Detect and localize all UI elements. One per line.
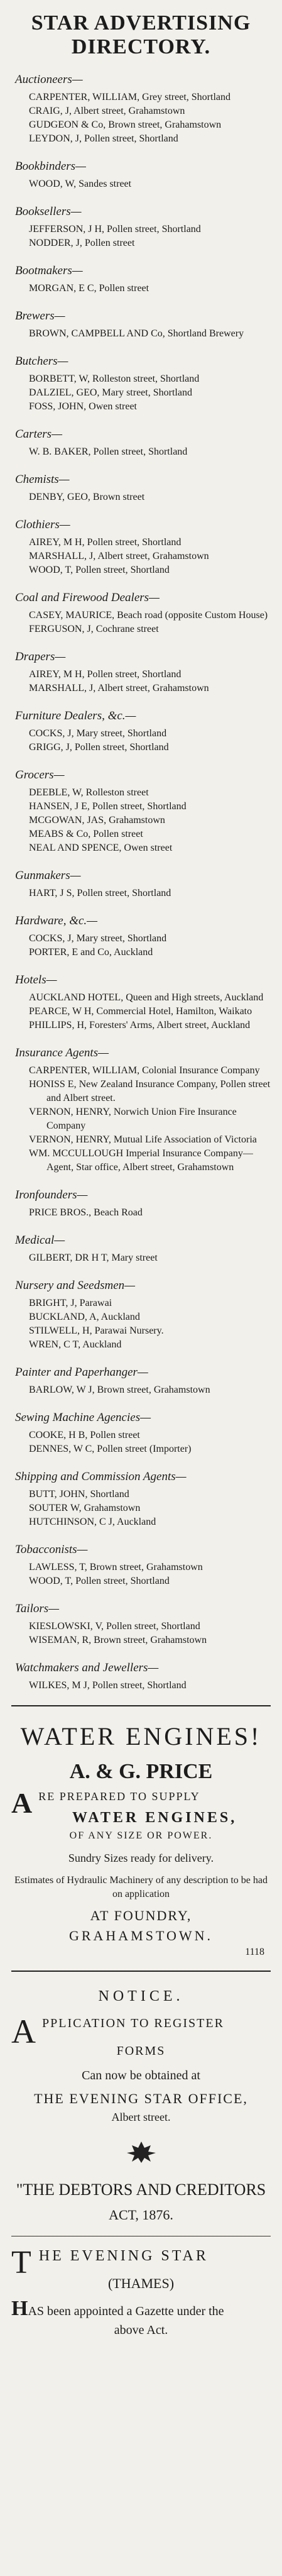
- dropcap: A: [11, 1787, 34, 1819]
- directory-entry: VERNON, HENRY, Norwich Union Fire Insurance Company: [29, 1107, 237, 1131]
- evening-star-ad: [11, 2245, 271, 2338]
- directory-entry: JEFFERSON, J H, Pollen street, Shortland: [29, 224, 201, 235]
- directory-entry: PORTER, E and Co, Auckland: [29, 947, 153, 958]
- directory-category: Medical—: [15, 1234, 65, 1247]
- water-engines-town: GRAHAMSTOWN.: [68, 1928, 214, 1943]
- directory-entry: MCGOWAN, JAS, Grahamstown: [29, 815, 165, 826]
- directory-entry: GRIGG, J, Pollen street, Shortland: [29, 742, 169, 753]
- notice-line3: Can now be obtained at: [82, 2069, 200, 2082]
- directory-entry: MARSHALL, J, Albert street, Grahamstown: [29, 551, 209, 561]
- directory-entry: WM. MCCULLOUGH Imperial Insurance Company—Agent, Star office, Albert street, Grahamstown: [29, 1148, 253, 1173]
- debtors-ad: [11, 2179, 271, 2223]
- debtors-title: "THE DEBTORS AND CREDITORS: [16, 2181, 266, 2199]
- directory-entry: BORBETT, W, Rolleston street, Shortland: [29, 373, 200, 384]
- directory-category: Shipping and Commission Agents—: [15, 1470, 187, 1483]
- section-divider: [11, 1971, 271, 1972]
- water-engines-title: WATER ENGINES!: [20, 1722, 262, 1750]
- directory-category: Hotels—: [15, 973, 57, 987]
- dropcap: H: [11, 2297, 28, 2320]
- directory-entry: CARPENTER, WILLIAM, Grey street, Shortland: [29, 92, 230, 102]
- directory-entry: NEAL AND SPENCE, Owen street: [29, 843, 173, 853]
- directory-category: Tailors—: [15, 1602, 60, 1615]
- evening-star-appointed: [11, 2297, 271, 2321]
- directory-entry: WISEMAN, R, Brown street, Grahamstown: [29, 1635, 207, 1645]
- directory-entry: COCKS, J, Mary street, Shortland: [29, 728, 167, 739]
- directory-entry: GUDGEON & Co, Brown street, Grahamstown: [29, 119, 222, 130]
- directory-category: Tobacconists—: [15, 1543, 88, 1556]
- evening-star-above: above Act.: [114, 2323, 168, 2337]
- directory-entry: MARSHALL, J, Albert street, Grahamstown: [29, 683, 209, 694]
- section-divider: [11, 1705, 271, 1706]
- directory-category: Sewing Machine Agencies—: [15, 1411, 151, 1424]
- directory-entry: STILWELL, H, Parawai Nursery.: [29, 1325, 164, 1336]
- directory-entry: CRAIG, J, Albert street, Grahamstown: [29, 106, 185, 116]
- notice-line2: FORMS: [116, 2044, 166, 2058]
- water-engines-company: A. & G. PRICE: [69, 1760, 213, 1783]
- directory-entry: PEARCE, W H, Commercial Hotel, Hamilton, Waikato: [29, 1006, 252, 1017]
- notice-street: Albert street.: [111, 2111, 171, 2123]
- water-engines-ref: 1118: [245, 1947, 264, 1957]
- directory-category: Watchmakers and Jewellers—: [15, 1661, 159, 1674]
- directory-entry: AIREY, M H, Pollen street, Shortland: [29, 537, 182, 548]
- evening-star-line1: [11, 2245, 271, 2280]
- directory-category: Gunmakers—: [15, 869, 81, 882]
- directory-entry: HART, J S, Pollen street, Shortland: [29, 888, 171, 898]
- directory-entry: WREN, C T, Auckland: [29, 1339, 122, 1350]
- directory-category: Painter and Paperhanger—: [15, 1366, 148, 1379]
- directory-category: Clothiers—: [15, 518, 70, 531]
- water-engines-line3: OF ANY SIZE OR POWER.: [69, 1830, 213, 1841]
- directory-entry: DENBY, GEO, Brown street: [29, 492, 145, 502]
- directory-category: Bookbinders—: [15, 160, 86, 173]
- directory-category: Hardware, &c.—: [15, 914, 98, 927]
- water-engines-foundry: AT FOUNDRY,: [90, 1908, 192, 1923]
- directory-entry: PHILLIPS, H, Foresters' Arms, Albert street, Auckland: [29, 1020, 251, 1031]
- directory-entry: KIESLOWSKI, V, Pollen street, Shortland: [29, 1621, 200, 1632]
- directory-entry: PRICE BROS., Beach Road: [29, 1207, 143, 1218]
- directory-entry: LAWLESS, T, Brown street, Grahamstown: [29, 1562, 203, 1573]
- directory-category: Brewers—: [15, 309, 65, 323]
- directory-entry: COCKS, J, Mary street, Shortland: [29, 933, 167, 944]
- notice-title: NOTICE.: [98, 1988, 184, 2004]
- directory-category: Grocers—: [15, 768, 65, 782]
- directory-entry: WOOD, T, Pollen street, Shortland: [29, 1576, 170, 1586]
- evening-star-line1-text: HE EVENING STAR: [38, 2248, 209, 2264]
- directory-entry: WOOD, W, Sandes street: [29, 179, 132, 189]
- directory-entry: HUTCHINSON, C J, Auckland: [29, 1517, 156, 1527]
- directory-category: Drapers—: [15, 650, 66, 663]
- crest-icon: [119, 2139, 163, 2164]
- dropcap: T: [11, 2245, 34, 2280]
- notice-line1-text: PPLICATION TO REGISTER: [42, 2016, 224, 2030]
- directory-entry: DENNES, W C, Pollen street (Importer): [29, 1444, 192, 1454]
- directory-entry: VERNON, HENRY, Mutual Life Association of Victoria: [29, 1134, 257, 1145]
- directory-entry: W. B. BAKER, Pollen street, Shortland: [29, 446, 188, 457]
- directory-category: Bootmakers—: [15, 264, 83, 277]
- dropcap: A: [11, 2013, 37, 2050]
- directory-list: [11, 73, 271, 1693]
- directory-entry: GILBERT, DR H T, Mary street: [29, 1252, 158, 1263]
- evening-star-thames: (THAMES): [107, 2275, 175, 2291]
- water-engines-ad: [11, 1722, 271, 1958]
- directory-entry: BARLOW, W J, Brown street, Grahamstown: [29, 1385, 210, 1395]
- directory-entry: MORGAN, E C, Pollen street: [29, 283, 149, 294]
- directory-category: Ironfounders—: [15, 1188, 88, 1202]
- directory-entry: SOUTER W, Grahamstown: [29, 1503, 141, 1513]
- debtors-act: ACT, 1876.: [109, 2207, 173, 2223]
- directory-entry: AIREY, M H, Pollen street, Shortland: [29, 669, 182, 680]
- directory-entry: DALZIEL, GEO, Mary street, Shortland: [29, 387, 192, 398]
- directory-entry: COOKE, H B, Pollen street: [29, 1430, 140, 1440]
- water-engines-line4: Sundry Sizes ready for delivery.: [68, 1852, 214, 1864]
- newspaper-page: [0, 11, 282, 2576]
- directory-category: Furniture Dealers, &c.—: [15, 709, 136, 722]
- directory-category: Booksellers—: [15, 205, 82, 218]
- directory-entry: FOSS, JOHN, Owen street: [29, 401, 137, 412]
- notice-office: THE EVENING STAR OFFICE,: [34, 2091, 248, 2106]
- directory-entry: WILKES, M J, Pollen street, Shortland: [29, 1680, 187, 1691]
- directory-category: Nursery and Seedsmen—: [15, 1279, 136, 1292]
- water-engines-line5: Estimates of Hydraulic Machinery of any description to be had on application: [14, 1875, 268, 1899]
- water-engines-line1-text: RE PREPARED TO SUPPLY: [38, 1790, 200, 1803]
- directory-entry: BRIGHT, J, Parawai: [29, 1298, 112, 1308]
- directory-entry: CARPENTER, WILLIAM, Colonial Insurance Company: [29, 1065, 260, 1076]
- directory-category: Carters—: [15, 428, 62, 441]
- notice-ad: [11, 1988, 271, 2124]
- directory-entry: DEEBLE, W, Rolleston street: [29, 787, 149, 798]
- water-engines-line2: WATER ENGINES,: [72, 1810, 237, 1826]
- directory-category: Auctioneers—: [15, 73, 83, 86]
- directory-entry: BUCKLAND, A, Auckland: [29, 1312, 140, 1322]
- directory-entry: CASEY, MAURICE, Beach road (opposite Custom House): [29, 610, 268, 621]
- directory-category: Chemists—: [15, 473, 70, 486]
- directory-entry: LEYDON, J, Pollen street, Shortland: [29, 133, 178, 144]
- notice-line1: [11, 2013, 271, 2050]
- directory-entry: BROWN, CAMPBELL AND Co, Shortland Brewery: [29, 328, 244, 339]
- directory-title: STAR ADVERTISING DIRECTORY.: [31, 11, 251, 58]
- directory-entry: BUTT, JOHN, Shortland: [29, 1489, 129, 1500]
- directory-entry: HONISS E, New Zealand Insurance Company, Pollen street and Albert street.: [29, 1079, 271, 1103]
- directory-category: Insurance Agents—: [15, 1046, 109, 1059]
- directory-entry: AUCKLAND HOTEL, Queen and High streets, Auckland: [29, 992, 264, 1003]
- directory-entry: FERGUSON, J, Cochrane street: [29, 624, 159, 634]
- directory-entry: WOOD, T, Pollen street, Shortland: [29, 565, 170, 575]
- directory-entry: HANSEN, J E, Pollen street, Shortland: [29, 801, 187, 812]
- directory-category: Coal and Firewood Dealers—: [15, 591, 160, 604]
- directory-entry: NODDER, J, Pollen street: [29, 238, 135, 248]
- directory-category: Butchers—: [15, 355, 68, 368]
- directory-entry: MEABS & Co, Pollen street: [29, 829, 143, 839]
- evening-star-appointed-text: AS been appointed a Gazette under the: [28, 2304, 224, 2318]
